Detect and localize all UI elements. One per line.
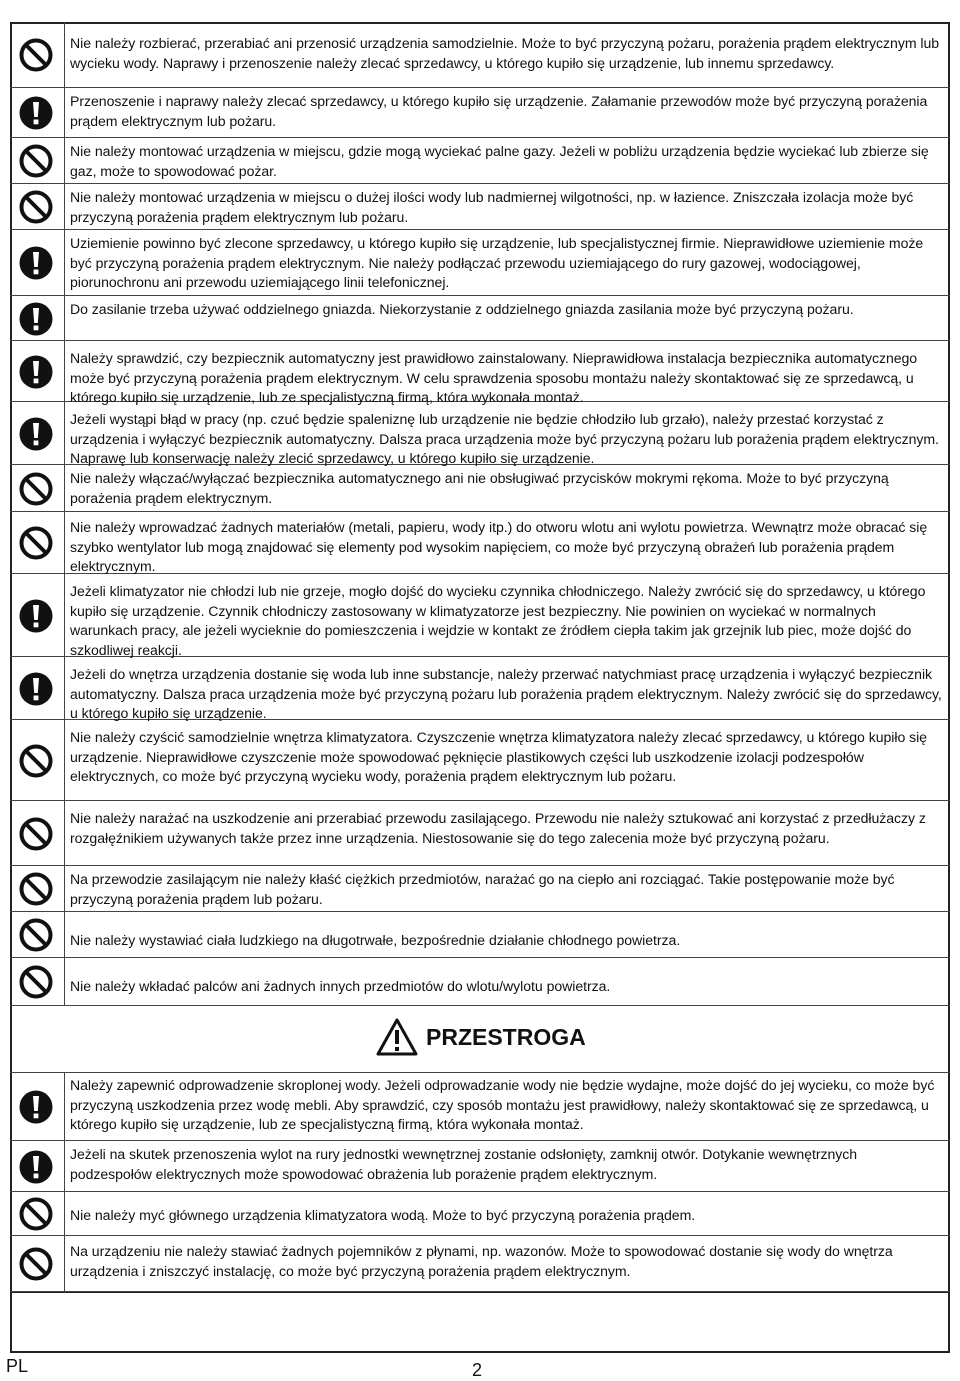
safety-row <box>10 1141 950 1192</box>
prohibition-icon <box>18 816 54 852</box>
icon-cell <box>10 512 65 573</box>
icon-cell <box>10 912 65 957</box>
icon-cell <box>10 230 65 295</box>
safety-row <box>10 1236 950 1292</box>
safety-row <box>10 22 950 88</box>
mandatory-icon <box>18 245 54 281</box>
safety-text: Jeżeli klimatyzator nie chłodzi lub nie grzeje, mogło dojść do wycieku czynnika chłodniczego. Należy zwrócić się do sprzedawcy, u którego kupiło się urządzenie. Czynnik chłodniczy zastosowany w klimatyzatorze jest bezpieczny. Nie powinien on wyciekać w normalnych warunkach pracy, ale jeżeli wycieknie do pomieszczenia i wejdzie w kontakt ze źródłem ciepła takim jak grzejnik lub piec, może dojść do szkodliwej reakcji. <box>70 583 926 658</box>
warning-triangle-icon <box>376 1018 418 1056</box>
mandatory-icon <box>18 598 54 634</box>
icon-cell <box>10 138 65 183</box>
page-number: 2 <box>472 1360 483 1380</box>
safety-row <box>10 958 950 1006</box>
prohibition-icon <box>18 525 54 561</box>
prohibition-icon <box>18 964 54 1000</box>
safety-row <box>10 912 950 958</box>
icon-cell <box>10 465 65 511</box>
prohibition-icon <box>18 743 54 779</box>
icon-cell <box>10 657 65 719</box>
safety-text: Na przewodzie zasilającym nie należy kłaść ciężkich przedmiotów, narażać go na ciepło ani rozciągać. Takie postępowanie może być przyczyną porażenia prądem lub pożaru. <box>70 871 895 907</box>
icon-cell <box>10 958 65 1005</box>
safety-row <box>10 230 950 296</box>
icon-cell <box>10 296 65 340</box>
safety-text: Nie należy rozbierać, przerabiać ani przenosić urządzenia samodzielnie. Może to być przyczyną pożaru, porażenia prądem elektrycznym lub wycieku wody. Naprawy i przenoszenie należy zlecać sprzedawcy, u którego kupiło się urządzenie, lub innemu sprzedawcy. <box>70 35 940 71</box>
safety-text: Na urządzeniu nie należy stawiać żadnych pojemników z płynami, np. wazonów. Może to spowodować dostanie się wody do wnętrza urządzenia i zniszczyć instalację, co może być przyczyną porażenia prądem elektrycznym. <box>70 1243 893 1279</box>
safety-text: Nie należy włączać/wyłączać bezpiecznika automatycznego ani nie obsługiwać przycisków mokrymi rękoma. Może to być przyczyną porażenia prądem elektrycznym. <box>70 470 889 506</box>
safety-row <box>10 88 950 138</box>
safety-row <box>10 1192 950 1236</box>
prohibition-icon <box>18 1246 54 1282</box>
safety-row <box>10 296 950 341</box>
safety-text: Jeżeli na skutek przenoszenia wylot na rury jednostki wewnętrznej zostanie odsłonięty, zamknij otwór. Dotykanie wewnętrznych podzespołów elektrycznych może spowodować obrażenia lub porażenie prądem elektrycznym. <box>70 1146 858 1182</box>
safety-text: Należy sprawdzić, czy bezpiecznik automatyczny jest prawidłowo zainstalowany. Nieprawidłowa instalacja bezpiecznika automatycznego może być przyczyną porażenia prądem elektrycznym. W celu sprawdzenia sposobu montażu należy skontaktować się ze sprzedawcą, u którego kupiło się urządzenie, lub ze specjalistyczną firmą, która wykonała montaż. <box>70 350 918 406</box>
icon-cell <box>10 341 65 401</box>
mandatory-icon <box>18 95 54 131</box>
safety-row <box>10 402 950 465</box>
prohibition-icon <box>18 189 54 225</box>
prohibition-icon <box>18 1196 54 1232</box>
safety-row <box>10 657 950 720</box>
icon-cell <box>10 574 65 656</box>
content-end-line <box>10 1292 950 1293</box>
icon-cell <box>10 1192 65 1235</box>
safety-text: Należy zapewnić odprowadzenie skroplonej wody. Jeżeli odprowadzanie wody nie będzie wydajne, może dojść do jej wycieku, co może być przyczyną uszkodzenia przez wodę mebli. Aby sprawdzić, czy sposób montażu jest prawidłowy, należy skontaktować się ze sprzedawcą, u którego kupiło się urządzenie, lub ze specjalistyczną firmą, która wykonała montaż. <box>70 1077 935 1133</box>
safety-text: Nie należy wystawiać ciała ludzkiego na długotrwałe, bezpośrednie działanie chłodnego powietrza. <box>70 932 681 948</box>
safety-text: Przenoszenie i naprawy należy zlecać sprzedawcy, u którego kupiło się urządzenie. Załamanie przewodów może być przyczyną porażenia prądem elektrycznym lub pożaru. <box>70 93 928 129</box>
icon-cell <box>10 402 65 464</box>
icon-cell <box>10 866 65 911</box>
icon-cell <box>10 88 65 137</box>
safety-text: Nie należy wkładać palców ani żadnych innych przedmiotów do wlotu/wylotu powietrza. <box>70 978 611 994</box>
caution-section-header <box>10 1000 950 1073</box>
icon-cell <box>10 801 65 865</box>
safety-row <box>10 801 950 866</box>
safety-text: Do zasilanie trzeba używać oddzielnego gniazda. Niekorzystanie z oddzielnego gniazda zasilania może być przyczyną pożaru. <box>70 301 854 317</box>
icon-cell <box>10 1141 65 1191</box>
safety-row <box>10 465 950 512</box>
icon-cell <box>10 1236 65 1291</box>
caution-heading: PRZESTROGA <box>426 1023 586 1050</box>
icon-cell <box>10 184 65 229</box>
safety-text: Nie należy montować urządzenia w miejscu, gdzie mogą wyciekać palne gazy. Jeżeli w pobliżu urządzenia będzie wyciekać lub zbierze się gaz, może to spowodować pożar. <box>70 143 929 179</box>
mandatory-icon <box>18 416 54 452</box>
mandatory-icon <box>18 301 54 337</box>
safety-text: Jeżeli wystąpi błąd w pracy (np. czuć będzie spaleniznę lub urządzenie nie będzie chłodziło lub grzało), należy przestać korzystać z urządzenia i wyłączyć bezpiecznik automatyczny. Dalsza praca urządzenia może być przyczyną pożaru lub porażenia prądem elektrycznym. Naprawę lub konserwację należy zlecić sprzedawcy, u którego kupiło się urządzenie. <box>70 411 939 467</box>
safety-row <box>10 574 950 657</box>
prohibition-icon <box>18 871 54 907</box>
icon-cell <box>10 1072 65 1140</box>
safety-row <box>10 1072 950 1141</box>
safety-row <box>10 184 950 230</box>
icon-cell <box>10 22 65 87</box>
icon-cell <box>10 720 65 800</box>
safety-text: Nie należy myć głównego urządzenia klimatyzatora wodą. Może to być przyczyną porażenia prądem. <box>70 1207 696 1223</box>
safety-row <box>10 512 950 574</box>
safety-text: Uziemienie powinno być zlecone sprzedawcy, u którego kupiło się urządzenie, lub specjalistycznej firmie. Nieprawidłowe uziemienie może być przyczyną porażenia prądem elektrycznym. Nie należy podłączać przewodu uziemiającego do rury gazowej, wodociągowej, piorunochronu ani przewodu uziemiającego linii telefonicznej. <box>70 235 924 291</box>
prohibition-icon <box>18 917 54 953</box>
safety-text: Nie należy wprowadzać żadnych materiałów (metali, papieru, wody itp.) do otworu wlotu ani wylotu powietrza. Wewnątrz może obracać się szybko wentylator lub mogą znajdować się elementy pod wysokim napięciem, co może być przyczyną obrażeń lub porażenia prądem elektrycznym. <box>70 519 928 575</box>
safety-text: Nie należy montować urządzenia w miejscu o dużej ilości wody lub nadmiernej wilgotności, np. w łazience. Zniszczała izolacja może być przyczyną porażenia prądem elektrycznym lub pożaru. <box>70 189 914 225</box>
safety-row <box>10 341 950 406</box>
prohibition-icon <box>18 143 54 179</box>
safety-text: Jeżeli do wnętrza urządzenia dostanie się woda lub inne substancje, należy przerwać natychmiast pracę urządzenia i wyłączyć bezpiecznik automatyczny. Dalsza praca urządzenia może być przyczyną pożaru lub porażenia prądem elektrycznym. Należy zwrócić się do sprzedawcy, u którego kupiło się urządzenie. <box>70 666 942 722</box>
safety-text: Nie należy czyścić samodzielnie wnętrza klimatyzatora. Czyszczenie wnętrza klimatyzatora należy zlecać sprzedawcy, u którego kupiło się urządzenie. Nieprawidłowe czyszczenie może spowodować pęknięcie plastikowych części lub uszkodzenie izolacji podzespołów elektrycznych, co może być przyczyną wycieku wody, porażenia prądem elektrycznym lub pożaru. <box>70 729 927 785</box>
prohibition-icon <box>18 471 54 507</box>
safety-row <box>10 720 950 801</box>
safety-text: Nie należy narażać na uszkodzenie ani przerabiać przewodu zasilającego. Przewodu nie należy sztukować ani korzystać z przedłużaczy z rozgałęźnikiem używanych także przez inne urządzenia. Niestosowanie się do tego zalecenia może być przyczyną pożaru. <box>70 810 926 846</box>
language-code: PL <box>6 1356 29 1376</box>
mandatory-icon <box>18 354 54 390</box>
safety-row <box>10 138 950 184</box>
mandatory-icon <box>18 671 54 707</box>
mandatory-icon <box>18 1089 54 1125</box>
prohibition-icon <box>18 37 54 73</box>
mandatory-icon <box>18 1149 54 1185</box>
safety-row <box>10 866 950 912</box>
